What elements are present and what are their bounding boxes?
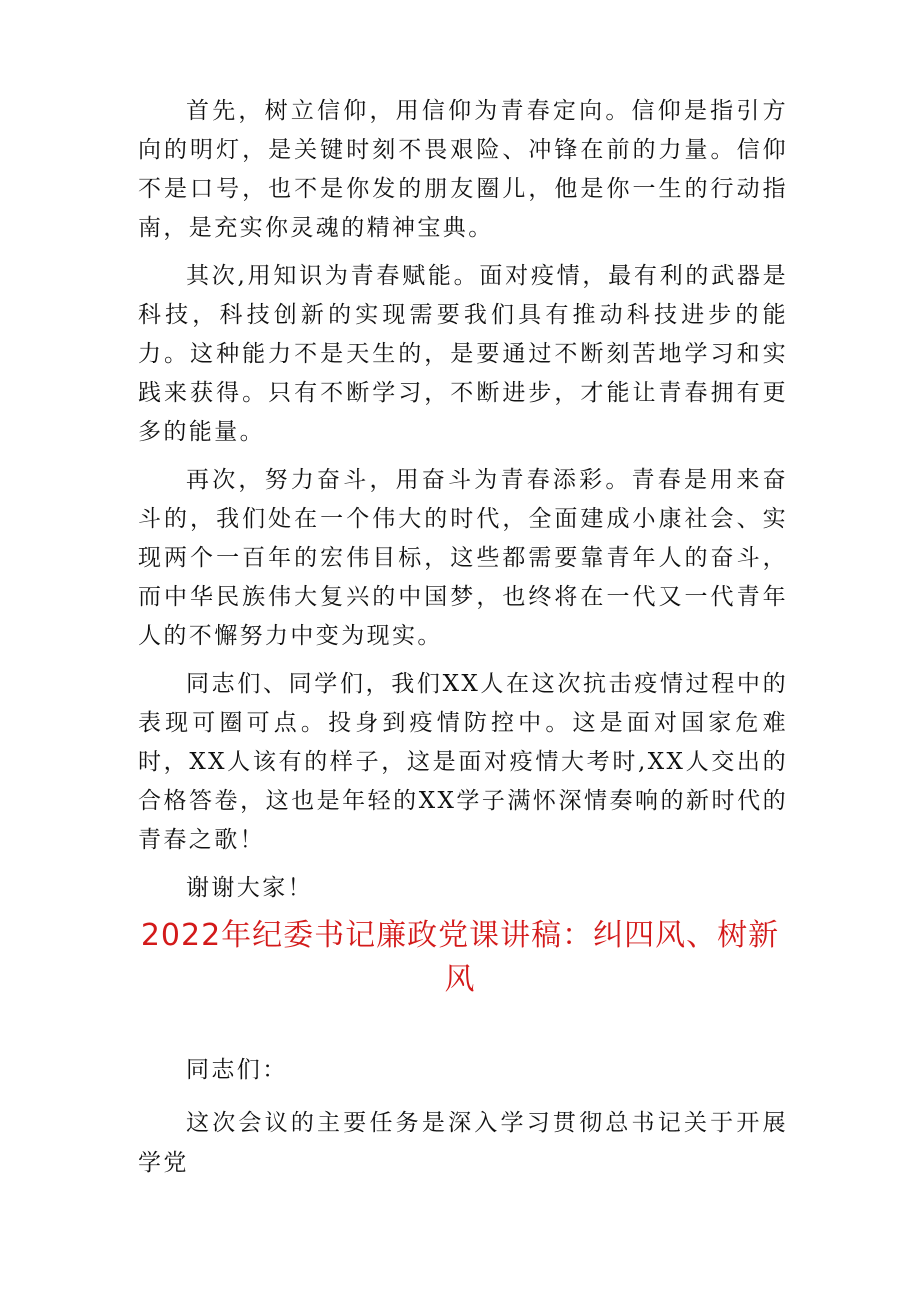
- paragraph-meeting-task: 这次会议的主要任务是深入学习贯彻总书记关于开展学党: [138, 1110, 788, 1176]
- speech-body: [138, 92, 788, 917]
- paragraph-struggle: 再次，努力奋斗，用奋斗为青春添彩。青春是用来奋斗的，我们处在一个伟大的时代，全面建成小康社会、实现两个一百年的宏伟目标，这些都需要靠青年人的奋斗，而中华民族伟大复兴的中国梦，也终将在一代又一代青年人的不懈努力中变为现实。: [138, 467, 788, 649]
- paragraph-conclusion: 同志们、同学们，我们XX人在这次抗击疫情过程中的表现可圈可点。投身到疫情防控中。这是面对国家危难时，XX人该有的样子，这是面对疫情大考时,XX人交出的合格答卷，这也是年轻的XX学子满怀深情奏响的新时代的青春之歌！: [138, 671, 788, 853]
- paragraph-knowledge: 其次,用知识为青春赋能。面对疫情，最有利的武器是科技，科技创新的实现需要我们具有推动科技进步的能力。这种能力不是天生的，是要通过不断刻苦地学习和实践来获得。只有不断学习，不断进步，才能让青春拥有更多的能量。: [138, 263, 788, 445]
- salutation: 同志们：: [186, 1057, 288, 1083]
- paragraph-faith: 首先，树立信仰，用信仰为青春定向。信仰是指引方向的明灯，是关键时刻不畏艰险、冲锋在前的力量。信仰不是口号，也不是你发的朋友圈儿，他是你一生的行动指南，是充实你灵魂的精神宝典。: [138, 98, 788, 241]
- section-body: [138, 1050, 788, 1196]
- section-title: 2022年纪委书记廉政党课讲稿：纠四风、树新风: [140, 918, 780, 997]
- paragraph-thanks: 谢谢大家！: [186, 875, 313, 901]
